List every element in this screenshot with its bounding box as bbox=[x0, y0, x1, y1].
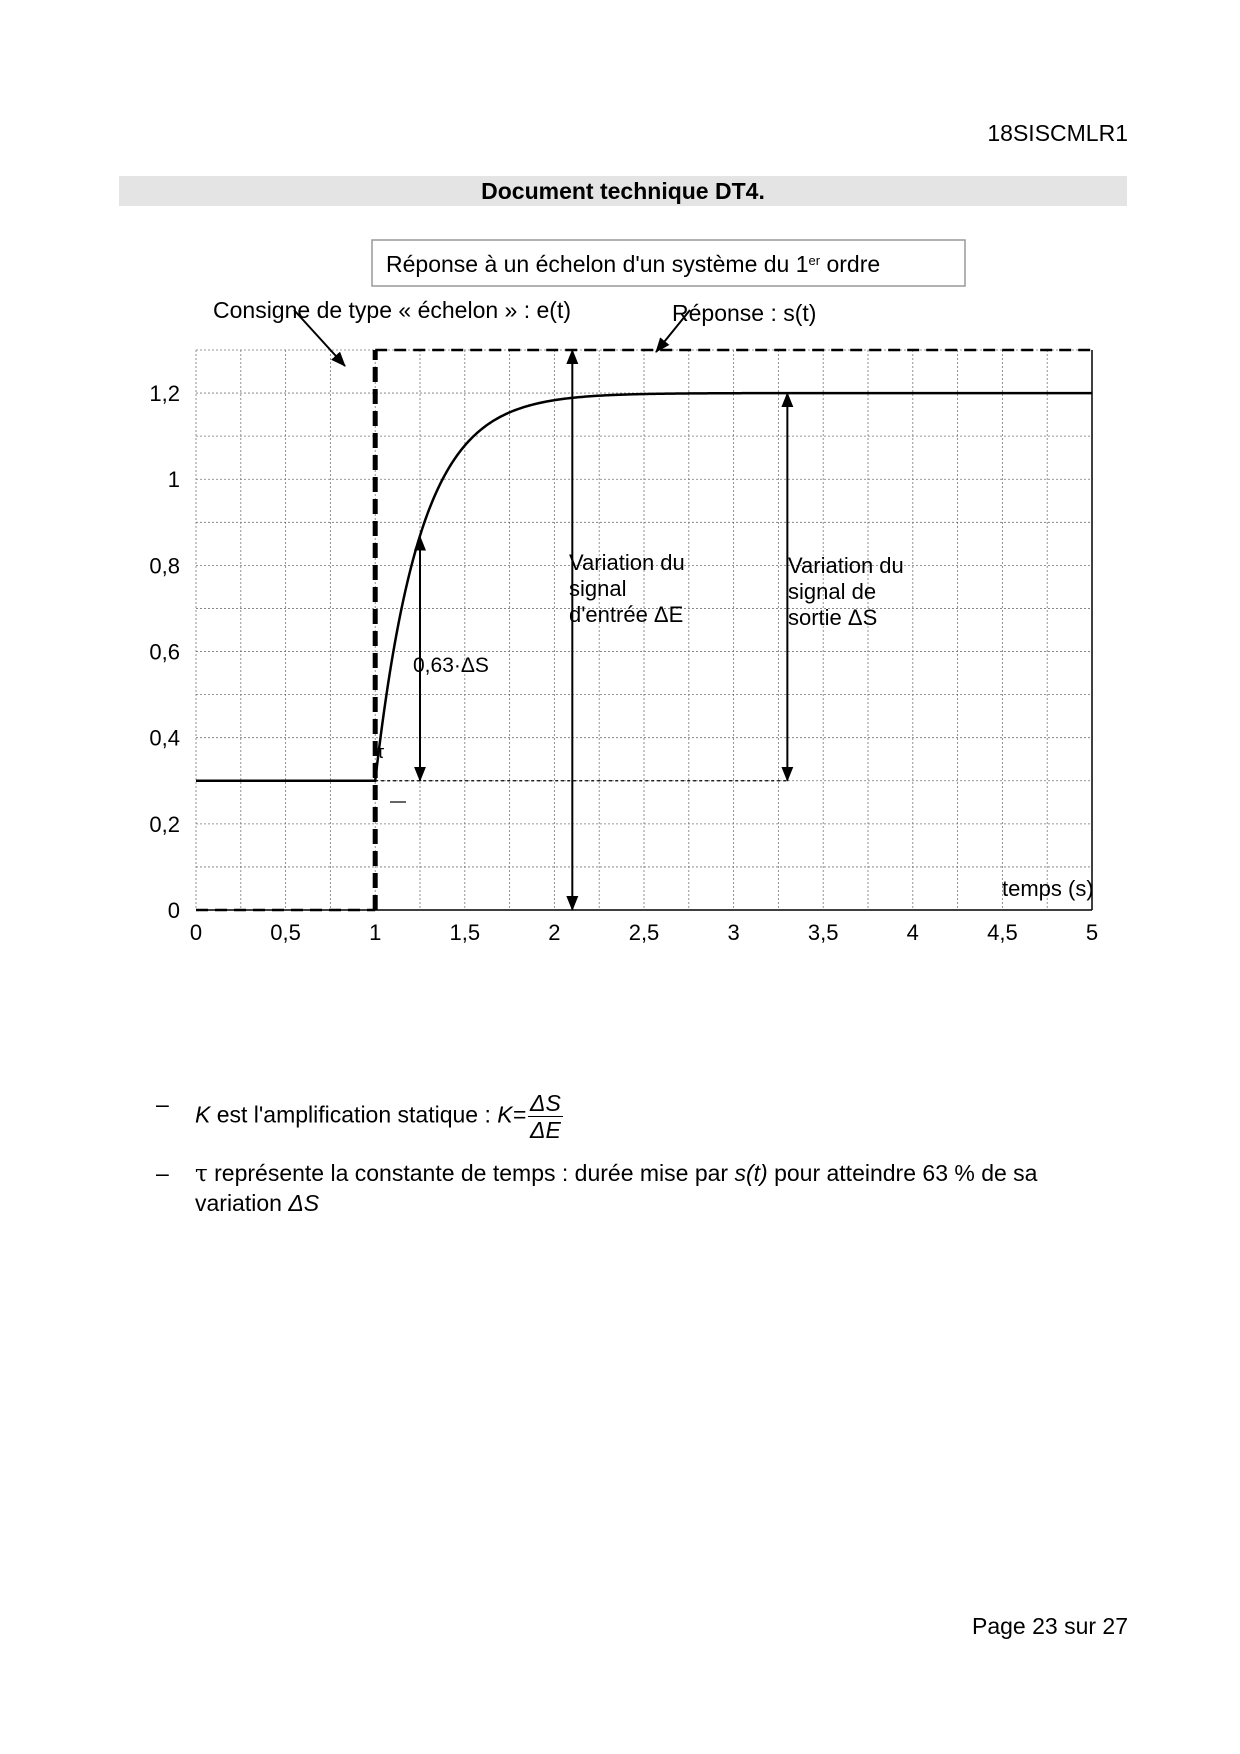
y-tick-label: 0,4 bbox=[149, 725, 180, 751]
definition-tau bbox=[150, 1159, 1130, 1218]
document-code: 18SISCMLR1 bbox=[987, 120, 1128, 146]
y-tick-label: 1,2 bbox=[149, 381, 180, 407]
x-tick-label: 4,5 bbox=[987, 920, 1018, 945]
x-tick-label: 0 bbox=[189, 920, 203, 945]
y-tick-labels bbox=[149, 381, 180, 923]
k-symbol: K bbox=[195, 1101, 211, 1128]
k-denominator: ΔE bbox=[530, 1117, 561, 1143]
delta-e-label: Variation du signal d'entrée ΔE bbox=[569, 550, 685, 627]
tau-symbol: τ bbox=[195, 1161, 208, 1187]
tau-s-function: s(t) bbox=[734, 1160, 768, 1186]
x-tick-label: 2 bbox=[548, 920, 561, 945]
y-tick-label: 0,8 bbox=[149, 553, 180, 579]
bullet-dash: – bbox=[156, 1160, 169, 1186]
x-tick-label: 3 bbox=[727, 920, 740, 945]
x-tick-label: 1 bbox=[369, 920, 382, 945]
k-equation: K= bbox=[497, 1101, 527, 1128]
tau-label: τ bbox=[377, 742, 385, 762]
x-tick-label: 1,5 bbox=[449, 920, 481, 945]
tau-delta-s: ΔS bbox=[288, 1190, 320, 1216]
x-axis-label: temps (s) bbox=[1002, 876, 1094, 901]
page-number: Page 23 sur 27 bbox=[971, 1613, 1128, 1639]
k-fraction bbox=[528, 1090, 563, 1143]
k-description: est l'amplification statique : bbox=[210, 1101, 498, 1128]
definitions-list bbox=[150, 1090, 1130, 1234]
k-numerator: ΔS bbox=[530, 1090, 561, 1116]
x-tick-label: 5 bbox=[1085, 920, 1099, 945]
x-tick-label: 0,5 bbox=[270, 920, 301, 945]
x-tick-label: 3,5 bbox=[807, 920, 839, 945]
chart-title: Réponse à un échelon d'un système du 1er ordre bbox=[386, 251, 881, 277]
y-tick-label: 1 bbox=[167, 467, 180, 493]
reponse-label: Réponse : s(t) bbox=[672, 300, 817, 326]
y-tick-label: 0,6 bbox=[149, 639, 180, 665]
x-tick-label: 2,5 bbox=[628, 920, 660, 945]
x-tick-label: 4 bbox=[906, 920, 919, 945]
step-response-chart bbox=[0, 230, 1240, 970]
consigne-label: Consigne de type « échelon » : e(t) bbox=[213, 297, 572, 323]
tau-description-1: représente la constante de temps : durée mise par bbox=[207, 1160, 735, 1186]
y-tick-label: 0,2 bbox=[149, 811, 180, 837]
definition-k bbox=[150, 1090, 1130, 1143]
document-title: Document technique DT4. bbox=[119, 176, 1127, 206]
delta-s-label: Variation du signal de sortie ΔS bbox=[788, 553, 904, 630]
tau-63-label: 0,63·ΔS bbox=[413, 654, 489, 677]
y-tick-label: 0 bbox=[167, 898, 180, 923]
tau-description-2: pour atteindre 63 % de sa variation bbox=[195, 1160, 1038, 1216]
grid-lines bbox=[196, 350, 1092, 910]
x-tick-labels bbox=[190, 920, 1098, 945]
bullet-dash: – bbox=[156, 1091, 169, 1117]
